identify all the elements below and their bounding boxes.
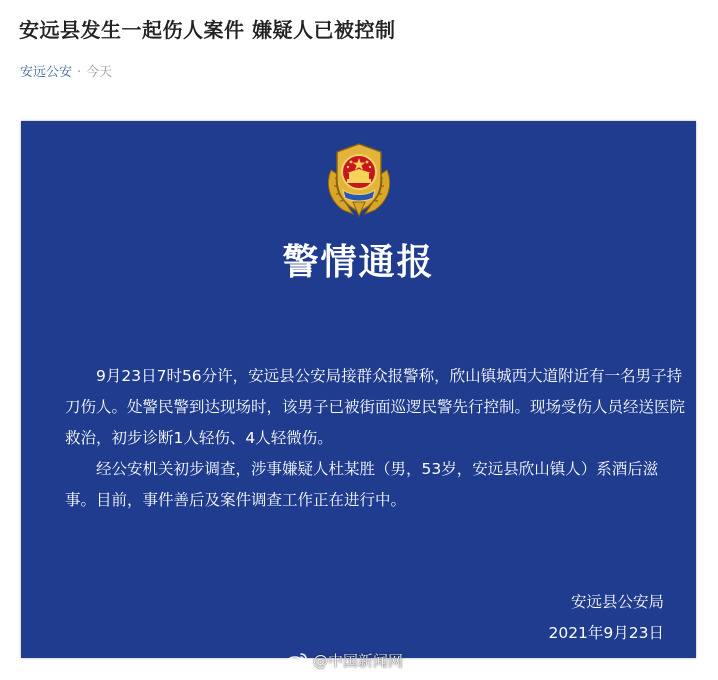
meta-separator: · <box>77 65 82 80</box>
notice-body <box>65 361 685 516</box>
signature-date: 2021年9月23日 <box>548 624 664 642</box>
image-watermark <box>285 650 403 671</box>
weibo-icon <box>285 651 309 671</box>
source-link[interactable]: 安远公安 <box>20 65 73 80</box>
notice-signature <box>548 587 664 649</box>
notice-heading: 警情通报 <box>282 242 435 283</box>
article-meta <box>20 61 112 80</box>
notice-paragraph: 经公安机关初步调查，涉事嫌疑人杜某胜（男，53岁，安远县欣山镇人）系酒后滋事。目前，事件善后及案件调查工作正在进行中。 <box>65 460 659 509</box>
article-title: 安远县发生一起伤人案件 嫌疑人已被控制 <box>19 18 396 42</box>
police-notice-image <box>21 121 696 658</box>
watermark-text: @中国新闻网 <box>313 652 404 670</box>
notice-paragraph: 9月23日7时56分许，安远县公安局接群众报警称，欣山镇城西大道附近有一名男子持刀伤人。处警民警到达现场时，该男子已被街面巡逻民警先行控制。现场受伤人员经送医院救治，初步诊断1人轻伤、4人轻微伤。 <box>65 367 686 447</box>
police-emblem-icon <box>323 140 395 222</box>
publish-time: 今天 <box>86 65 113 80</box>
signature-org: 安远县公安局 <box>570 593 664 611</box>
